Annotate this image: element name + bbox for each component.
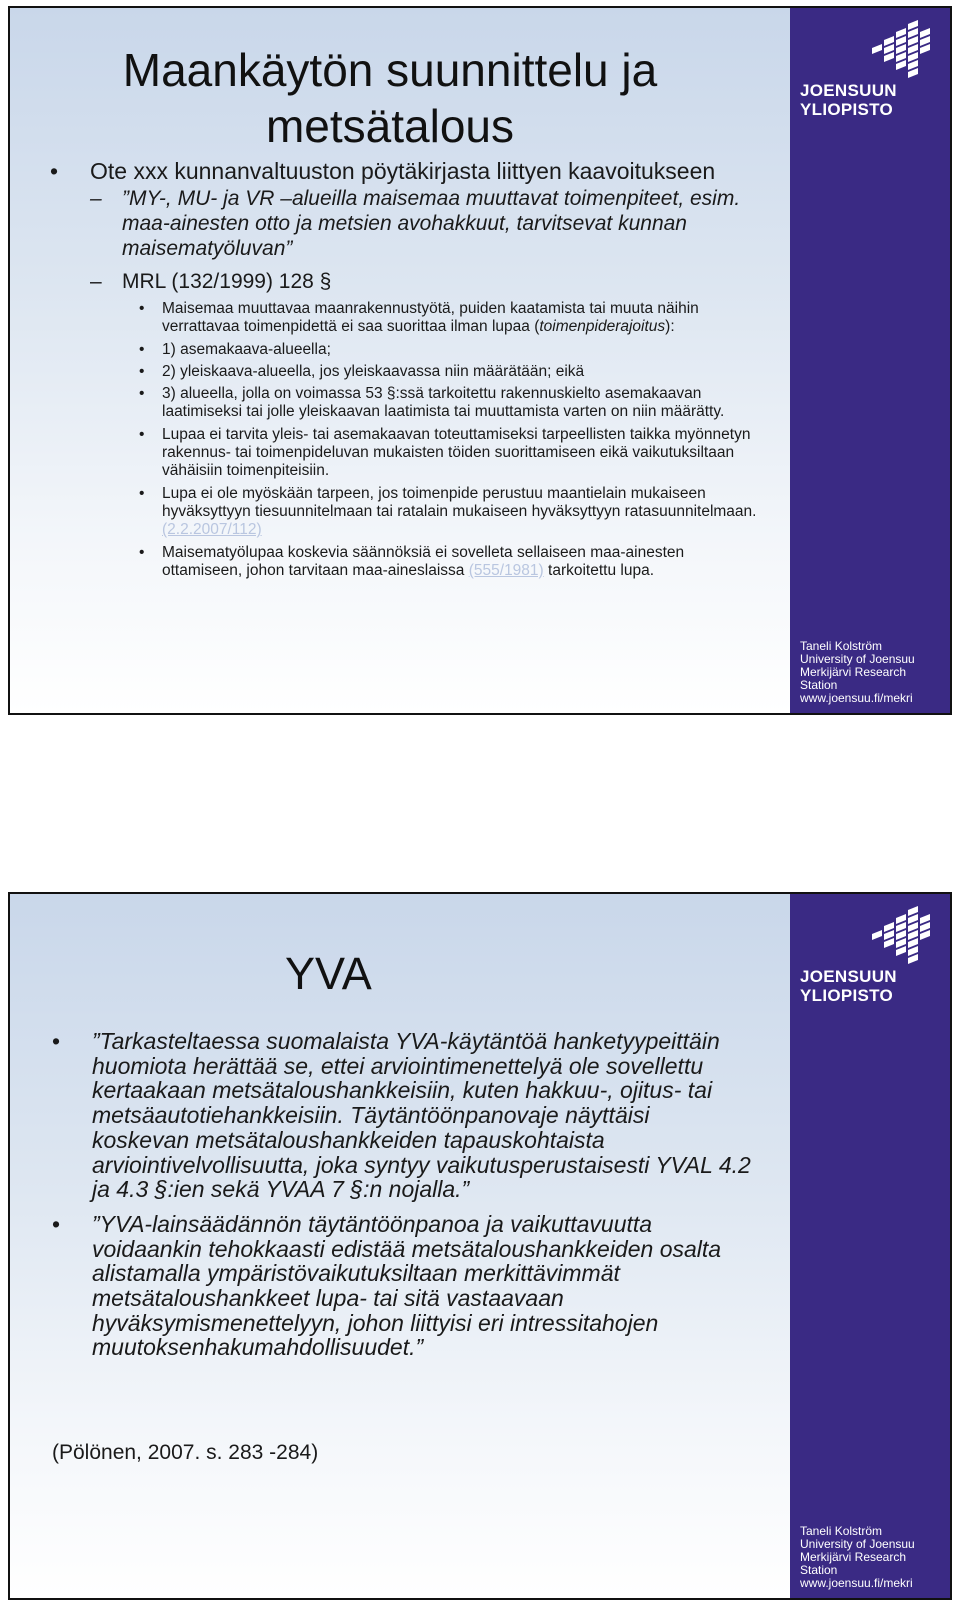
sub-bullet-text: Maisematyölupaa koskevia säännöksiä ei sovelleta sellaiseen maa-ainesten ottamiseen, johon tarvitaan maa-aineslaissa [162, 543, 685, 579]
bullet-marker: • [139, 300, 145, 317]
footer-author: Taneli Kolström [800, 639, 883, 653]
footer-station: Merkijärvi Research [800, 1550, 907, 1564]
sub-bullet-text: 3) alueella, jolla on voimassa 53 §:ssä tarkoitettu rakennuskielto asemakaavan laatimiseksi tai jolle yleiskaavan laatimista tai muuttamista varten on niin määrätty. [162, 385, 725, 421]
university-logo [800, 904, 945, 1009]
sub-bullet-italic: toimenpiderajoitus [539, 318, 666, 336]
sub-bullet-text: Maisemaa muuttavaa maanrakennustyötä, puiden kaatamista tai muuta näihin verrattavaa toimenpidettä ei saa suorittaa ilman lupaa ( [162, 300, 699, 336]
citation: (Pölönen, 2007. s. 283 -284) [52, 1441, 319, 1464]
slide-content [10, 8, 790, 713]
bullet-marker: • [139, 362, 145, 380]
title-line-2: metsätalous [265, 100, 514, 152]
logo-emblem-icon [800, 18, 945, 80]
sub-bullet-item [50, 363, 765, 381]
sidebar [790, 8, 950, 713]
logo-text-line-2: YLIOPISTO [800, 986, 894, 1005]
law-reference-link[interactable]: (2.2.2007/112) [162, 521, 262, 539]
quote-item [52, 1212, 752, 1360]
slide-1 [8, 6, 952, 715]
logo-text-line-1: JOENSUUN [800, 81, 897, 100]
bullet-item [50, 158, 765, 184]
slide-content [10, 894, 790, 1598]
footer-university: University of Joensuu [800, 652, 915, 666]
bullet-marker: • [139, 340, 145, 358]
slide-body [50, 158, 765, 580]
sub-bullet-text: ): [665, 318, 675, 336]
sub-bullet-item [50, 385, 765, 422]
bullet-marker: • [139, 385, 145, 403]
footer-url: www.joensuu.fi/mekri [800, 691, 913, 705]
law-reference-link[interactable]: (555/1981) [468, 561, 544, 579]
sub-bullet-item [50, 485, 765, 540]
dash-marker: – [90, 187, 102, 210]
slide-2 [8, 892, 952, 1600]
dash-item [50, 186, 765, 261]
slide-body [52, 1029, 752, 1370]
quote-text: ”Tarkasteltaessa suomalaista YVA-käytäntöä hanketyypeittäin huomiota herättää se, ettei arviointimenettelyä ole sovellettu kertaakaan metsätaloushankkeisiin, kuten hakkuu-, ojitus- tai metsäautotiehankkeisiin. Täytäntöönpanovaje näyttäisi koskevan metsätaloushankkeiden tapauskohtaista arviointivelvollisuutta, joka syntyy vaikutusperustaisesti YVAL 4.2 ja 4.3 §:ien sekä YVAA 7 §:n nojalla.” [92, 1028, 751, 1203]
sub-bullet-text: 1) asemakaava-alueella; [162, 340, 331, 358]
quote-text: ”YVA-lainsäädännön täytäntöönpanoa ja vaikuttavuutta voidaankin tehokkaasti edistää metsätaloushankkeiden osalta alistamalla ympäristövaikutuksiltaan merkittävimmät metsätaloushankkeet lupa- tai sitä vastaavaan hyväksymismenettelyyn, johon liittyisi eri intressitahojen muutoksenhakumahdollisuudet.” [92, 1210, 722, 1361]
sub-bullet-item [50, 341, 765, 359]
footer-station: Station [800, 1563, 838, 1577]
bullet-marker: • [52, 1028, 61, 1054]
dash-text: ”MY-, MU- ja VR –alueilla maisemaa muuttavat toimenpiteet, esim. maa-ainesten otto ja metsien avohakkuut, tarvitsevat kunnan maisematyöluvan” [122, 187, 741, 260]
sub-bullet-item [50, 426, 765, 481]
slide-title: YVA [285, 948, 372, 999]
bullet-marker: • [139, 543, 145, 561]
logo-text-line-1: JOENSUUN [800, 967, 897, 986]
logo-emblem-icon [800, 904, 945, 966]
bullet-marker: • [52, 1210, 61, 1237]
dash-marker: – [90, 270, 102, 293]
bullet-marker: • [139, 484, 145, 502]
bullet-marker: • [139, 425, 145, 443]
title-line-1: Maankäytön suunnittelu ja [122, 44, 658, 96]
footer-author: Taneli Kolström [800, 1524, 883, 1538]
slide-title [80, 42, 700, 154]
footer-station: Station [800, 678, 838, 692]
footer-university: University of Joensuu [800, 1537, 915, 1551]
dash-text: MRL (132/1999) 128 § [122, 270, 332, 293]
sub-bullet-text: Lupaa ei tarvita yleis- tai asemakaavan toteuttamiseksi tarpeellisten taikka myönnetyn rakennus- tai toimenpideluvan mukaisten töiden suorittamiseen eikä vaikutuksiltaan vähäisiin toimenpiteisiin. [162, 425, 751, 480]
sub-bullet-item [50, 300, 765, 337]
footer-station: Merkijärvi Research [800, 665, 907, 679]
sidebar [790, 894, 950, 1598]
logo-text-line-2: YLIOPISTO [800, 100, 894, 119]
quote-item [52, 1029, 752, 1202]
bullet-text: Ote xxx kunnanvaltuuston pöytäkirjasta liittyen kaavoitukseen [90, 158, 716, 184]
sub-bullet-text: Lupa ei ole myöskään tarpeen, jos toimenpide perustuu maantielain mukaiseen hyväksyttyyn tiesuunnitelmaan tai ratalain mukaiseen hyväksyttyyn ratasuunnitelmaan. [162, 484, 757, 520]
slide-footer [800, 640, 915, 705]
sub-bullet-text: 2) yleiskaava-alueella, jos yleiskaavassa niin määrätään; eikä [162, 362, 585, 380]
university-logo [800, 18, 945, 123]
sub-bullet-item [50, 544, 765, 581]
dash-item [50, 269, 765, 294]
sub-bullet-text: tarkoitettu lupa. [543, 561, 655, 579]
footer-url: www.joensuu.fi/mekri [800, 1576, 913, 1590]
slide-footer [800, 1525, 915, 1590]
